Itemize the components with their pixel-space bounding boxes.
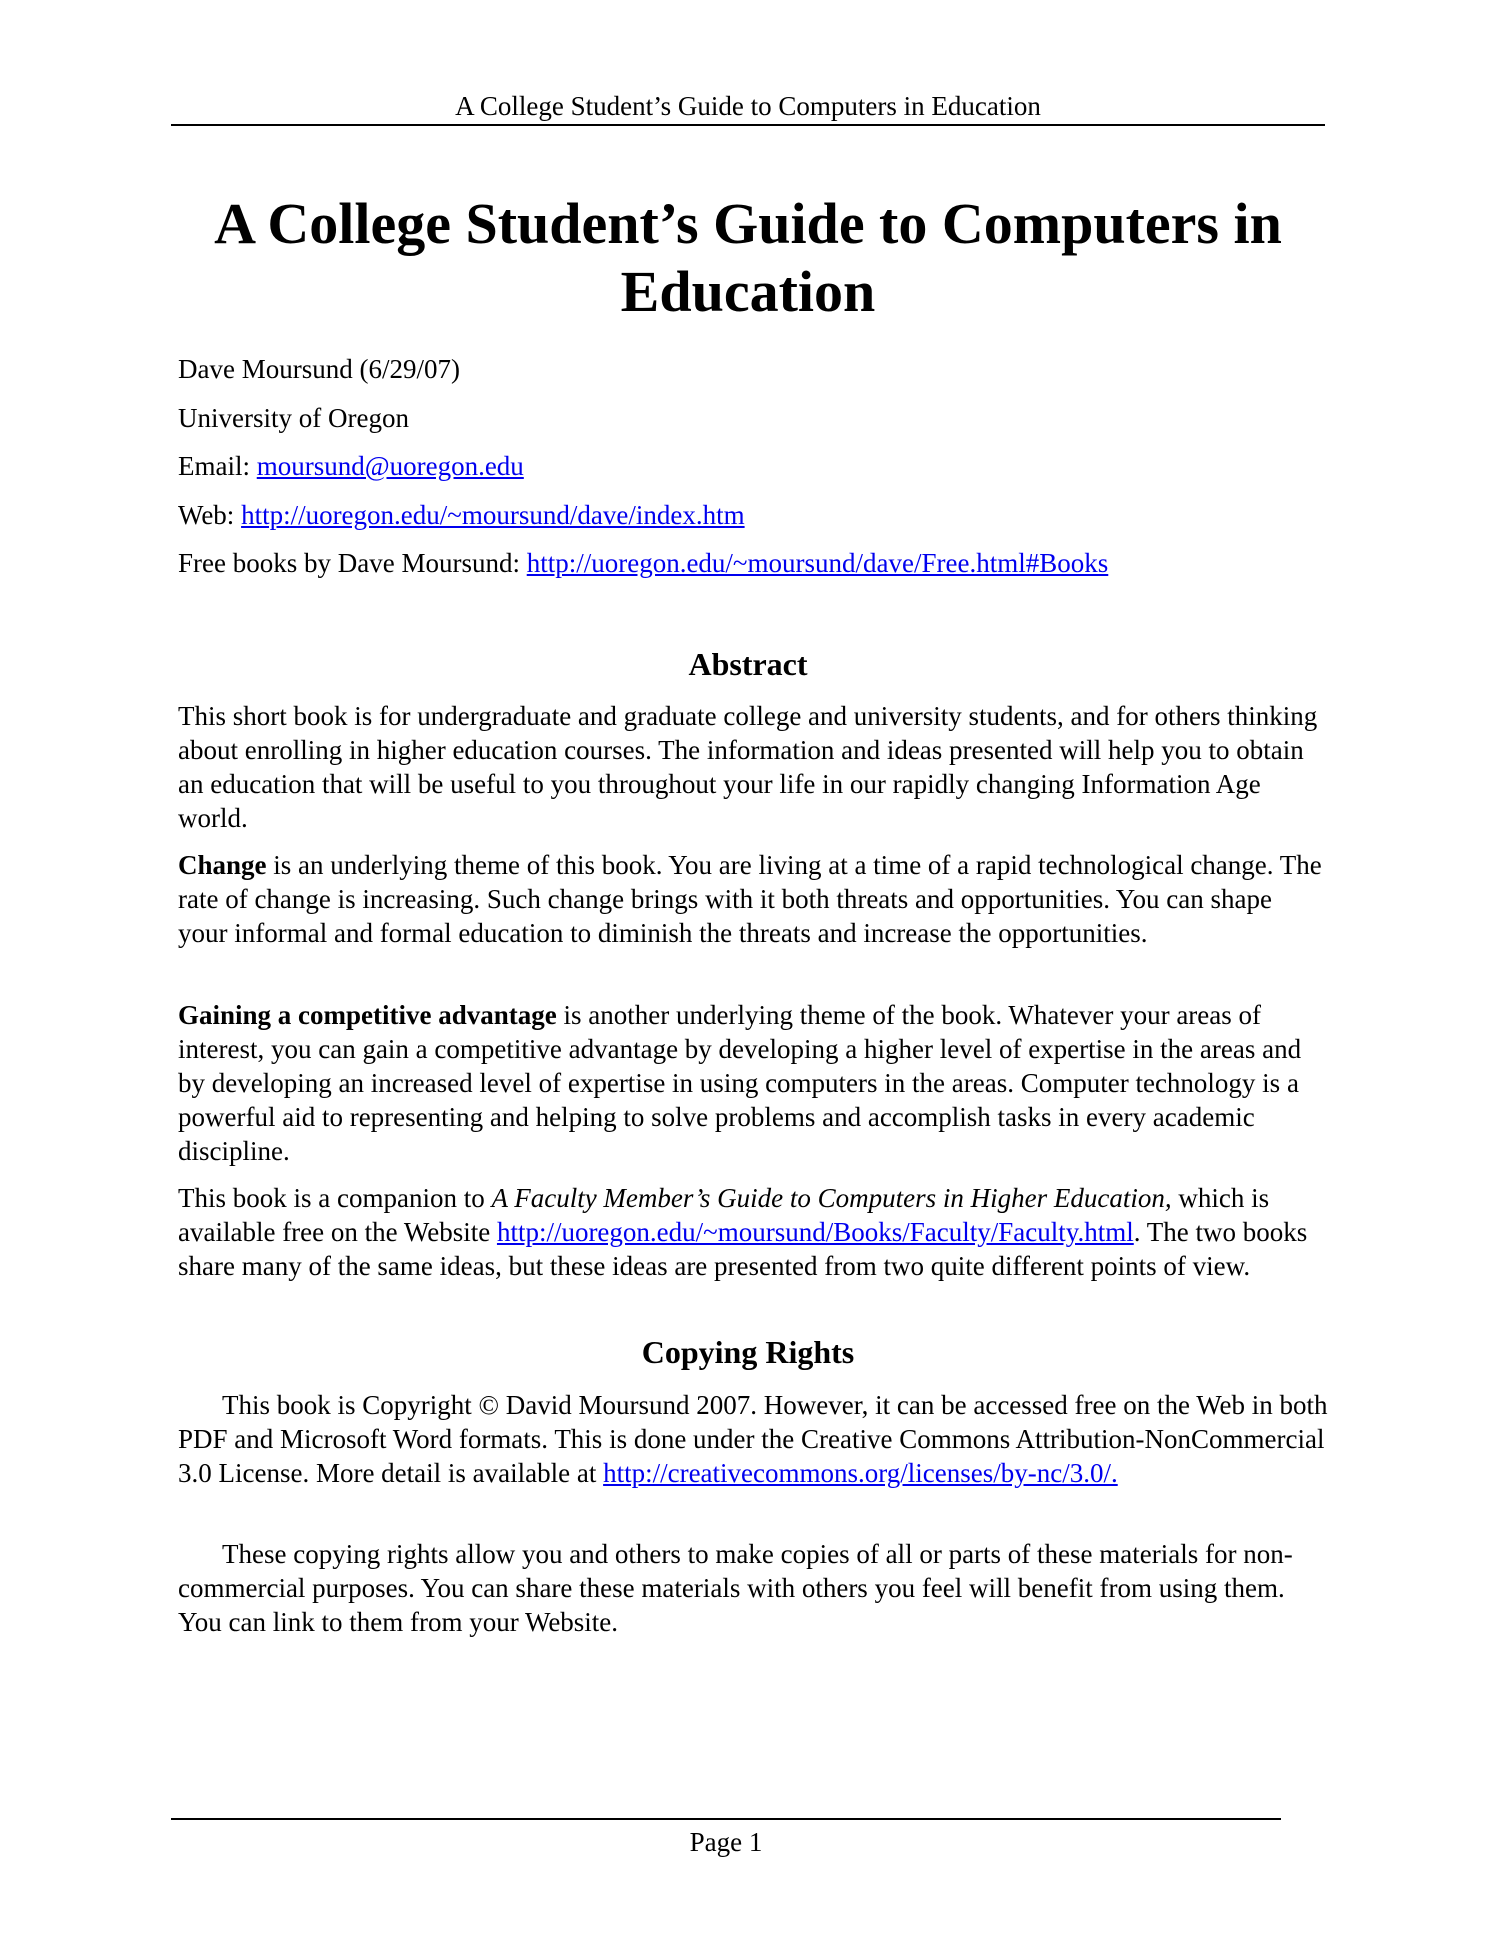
copyright-text: This book is Copyright © David Moursund 2007. However, it can be accessed free on the Web in both PDF and Microsoft Word formats. This is done under the Creative Commons Attribution-NonCommercial 3.0 License. More detail is available at: [178, 1390, 1328, 1488]
change-text: is an underlying theme of this book. You are living at a time of a rapid technological change. The rate of change is increasing. Such change brings with it both threats and opportunities. You can shape your informal and formal education to diminish the threats and increase the opportunities.: [178, 850, 1322, 948]
copying-paragraph-1: [178, 1388, 1328, 1490]
header-rule: [171, 124, 1325, 126]
author-affiliation: University of Oregon: [178, 403, 409, 433]
abstract-paragraph-2: [178, 848, 1328, 950]
abstract-heading: Abstract: [688, 646, 808, 682]
competitive-advantage-text: is another underlying theme of the book. Whatever your areas of interest, you can gain a competitive advantage by developing a higher level of expertise in the areas and by developing an increased level of expertise in using computers in the areas. Computer technology is a powerful aid to representing and helping to solve problems and accomplish tasks in every academic discipline.: [178, 1000, 1302, 1166]
companion-end: . The two books share many of the same ideas, but these ideas are presented from two quite different points of view.: [178, 1217, 1308, 1281]
abstract-paragraph-1: This short book is for undergraduate and graduate college and university students, and for others thinking about enrolling in higher education courses. The information and ideas presented will help you to obtain an education that will be useful to you throughout your life in our rapidly changing Information Age world.: [178, 701, 1318, 833]
author-name: Dave Moursund (6/29/07): [178, 354, 460, 384]
faculty-guide-link[interactable]: http://uoregon.edu/~moursund/Books/Faculty/Faculty.html: [496, 1217, 1134, 1247]
free-books-label: Free books by Dave Moursund:: [178, 548, 527, 578]
copying-paragraph-2: These copying rights allow you and others to make copies of all or parts of these materials for non-commercial purposes. You can share these materials with others you feel will benefit from using them. You can link to them from your Website.: [178, 1539, 1293, 1637]
running-header: A College Student’s Guide to Computers in Education: [455, 91, 1041, 121]
copying-rights-heading: Copying Rights: [641, 1334, 855, 1370]
web-line: [178, 499, 745, 531]
companion-book-title: A Faculty Member’s Guide to Computers in Higher Education,: [491, 1183, 1172, 1213]
companion-website-text: which is available free on the Website: [178, 1183, 1270, 1247]
abstract-paragraph-4: [178, 1181, 1328, 1283]
free-books-link[interactable]: http://uoregon.edu/~moursund/dave/Free.html#Books: [526, 548, 1109, 578]
footer-rule: [171, 1818, 1281, 1820]
companion-intro: This book is a companion to: [178, 1183, 492, 1213]
page-number: Page 1: [689, 1827, 763, 1857]
web-link[interactable]: http://uoregon.edu/~moursund/dave/index.htm: [241, 500, 745, 530]
free-books-line: [178, 547, 1108, 579]
email-link[interactable]: moursund@uoregon.edu: [256, 451, 524, 481]
document-title: A College Student’s Guide to Computers in Education: [214, 191, 1282, 324]
change-term: Change: [178, 850, 267, 880]
competitive-advantage-term: Gaining a competitive advantage: [178, 1000, 557, 1030]
abstract-paragraph-3: [178, 998, 1328, 1168]
email-label: Email:: [178, 451, 257, 481]
email-line: [178, 450, 524, 482]
creative-commons-link[interactable]: http://creativecommons.org/licenses/by-nc/3.0/.: [603, 1458, 1118, 1488]
web-label: Web:: [178, 500, 242, 530]
